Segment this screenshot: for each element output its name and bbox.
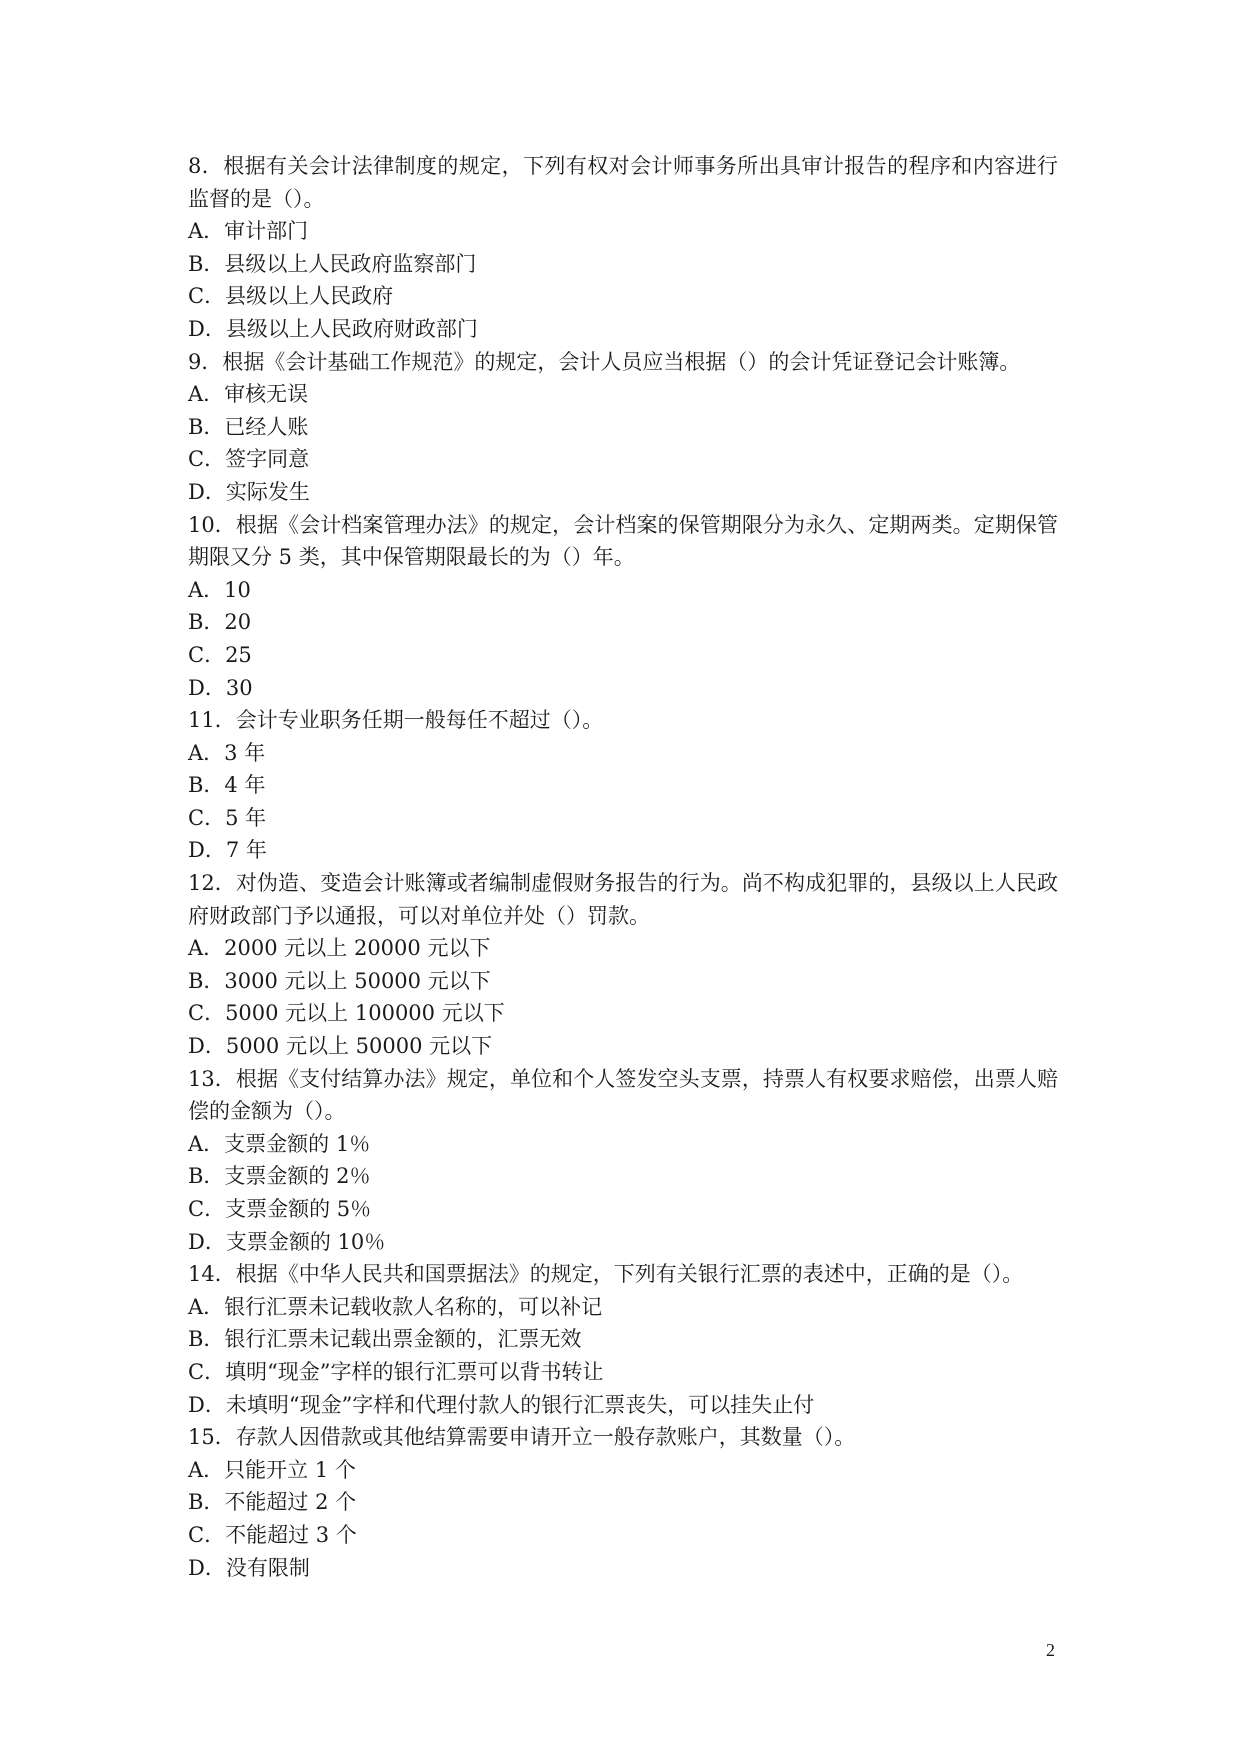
option-c: C．县级以上人民政府	[188, 284, 394, 309]
question-text: 14．根据《中华人民共和国票据法》的规定，下列有关银行汇票的表述中，正确的是（）。	[188, 1262, 1024, 1287]
option-a: A．只能开立 1 个	[188, 1457, 356, 1482]
option-c: C．签字同意	[188, 447, 310, 472]
option-a: A．2000 元以上 20000 元以下	[188, 936, 491, 961]
option-c: C．填明“现金”字样的银行汇票可以背书转让	[188, 1359, 604, 1384]
option-b: B．20	[188, 610, 252, 635]
question-15	[188, 1421, 1058, 1584]
option-c: C．25	[188, 642, 252, 667]
option-b: B．已经人账	[188, 414, 309, 439]
option-a: A．审计部门	[188, 219, 309, 244]
option-d: D．30	[188, 675, 253, 700]
option-a: A．10	[188, 577, 251, 602]
question-9	[188, 346, 1058, 509]
option-c: C．5 年	[188, 805, 267, 830]
option-d: D．没有限制	[188, 1555, 310, 1580]
question-8	[188, 150, 1058, 346]
option-d: D．实际发生	[188, 479, 310, 504]
question-list	[188, 150, 1058, 1584]
question-text: 8．根据有关会计法律制度的规定，下列有权对会计师事务所出具审计报告的程序和内容进行监督的是（）。	[188, 154, 1058, 211]
option-c: C．不能超过 3 个	[188, 1522, 357, 1547]
question-text: 11．会计专业职务任期一般每任不超过（）。	[188, 708, 604, 733]
question-text: 13．根据《支付结算办法》规定，单位和个人签发空头支票，持票人有权要求赔偿，出票人赔偿的金额为（）。	[188, 1066, 1058, 1124]
option-b: B．县级以上人民政府监察部门	[188, 251, 477, 276]
option-b: B．银行汇票未记载出票金额的，汇票无效	[188, 1327, 582, 1352]
option-b: B．支票金额的 2％	[188, 1164, 371, 1189]
option-a: A．支票金额的 1％	[188, 1131, 371, 1156]
option-a: A．审核无误	[188, 382, 309, 407]
option-b: B．4 年	[188, 773, 266, 798]
option-d: D．未填明“现金”字样和代理付款人的银行汇票丧失，可以挂失止付	[188, 1392, 815, 1417]
question-13	[188, 1063, 1058, 1259]
option-c: C．5000 元以上 100000 元以下	[188, 1001, 505, 1026]
question-text: 15．存款人因借款或其他结算需要申请开立一般存款账户，其数量（）。	[188, 1425, 856, 1450]
option-a: A．银行汇票未记载收款人名称的，可以补记	[188, 1294, 603, 1319]
option-b: B．不能超过 2 个	[188, 1490, 357, 1515]
option-d: D．县级以上人民政府财政部门	[188, 316, 478, 341]
question-11	[188, 704, 1058, 867]
option-c: C．支票金额的 5％	[188, 1197, 372, 1221]
option-d: D．7 年	[188, 838, 267, 863]
question-text: 12．对伪造、变造会计账簿或者编制虚假财务报告的行为。尚不构成犯罪的，县级以上人民政府财政部门予以通报，可以对单位并处（）罚款。	[188, 871, 1058, 928]
question-14	[188, 1258, 1058, 1421]
option-d: D．5000 元以上 50000 元以下	[188, 1034, 493, 1059]
page-number: 2	[1046, 1640, 1055, 1660]
question-10	[188, 509, 1058, 705]
option-b: B．3000 元以上 50000 元以下	[188, 968, 491, 993]
option-d: D．支票金额的 10％	[188, 1229, 386, 1254]
question-text: 10．根据《会计档案管理办法》的规定，会计档案的保管期限分为永久、定期两类。定期保管期限又分 5 类，其中保管期限最长的为（）年。	[188, 512, 1058, 570]
question-12	[188, 867, 1058, 1063]
question-text: 9．根据《会计基础工作规范》的规定，会计人员应当根据（）的会计凭证登记会计账簿。	[188, 349, 1021, 374]
option-a: A．3 年	[188, 740, 266, 765]
